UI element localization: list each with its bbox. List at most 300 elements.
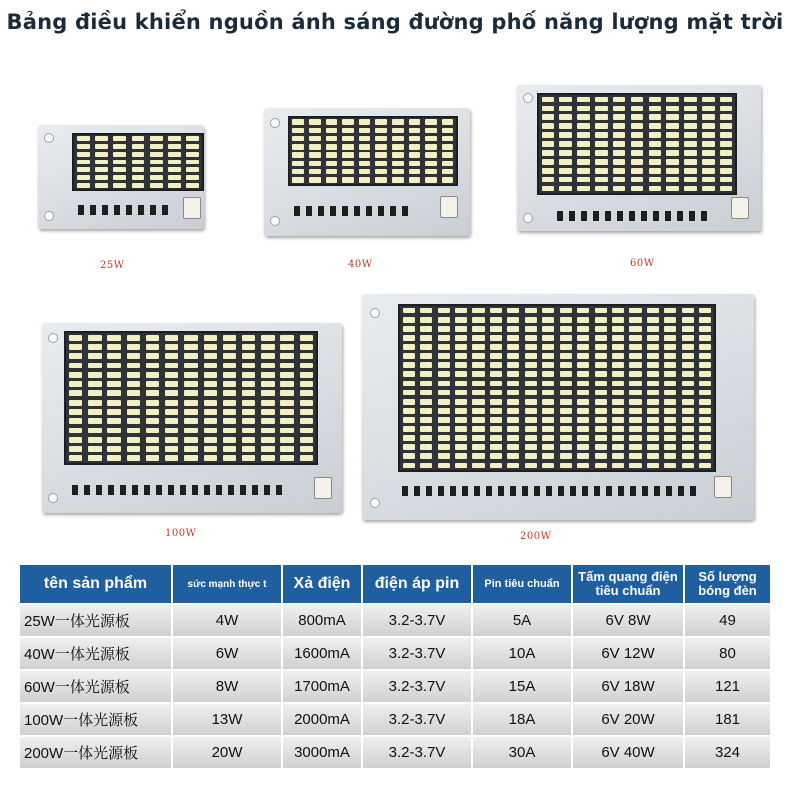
led-chip [699,435,711,441]
led-chip [472,399,484,405]
led-chip [629,344,641,350]
led-chip [595,408,607,414]
led-chip [612,444,624,450]
table-header-row [20,565,770,604]
led-chip [165,381,178,387]
led-chip [95,175,108,180]
product-name-cell: 200W一体光源板 [20,736,172,768]
led-chip [420,344,432,350]
led-chip [649,186,661,192]
led-chip [168,167,181,172]
led-chip [507,426,519,432]
led-chip [490,444,502,450]
led-chip [184,344,197,350]
spec-cell: 2000mA [282,703,362,736]
led-chip [490,371,502,377]
led-chip [280,428,293,434]
led-chip [150,183,163,188]
led-chip [666,114,678,120]
led-chip [455,417,467,423]
led-chip [69,418,82,424]
led-chip [455,344,467,350]
led-chip [280,446,293,452]
led-chip [88,353,101,359]
led-chip [425,136,437,141]
spec-cell: 1700mA [282,670,362,703]
led-chip [420,317,432,323]
led-chip [425,128,437,133]
led-chip [425,177,437,182]
led-chip [595,177,607,183]
led-chip [577,159,589,165]
led-chip [146,335,159,341]
led-chip [442,136,454,141]
led-chip [184,428,197,434]
led-chip [631,150,643,156]
led-chip [647,417,659,423]
led-chip [525,444,537,450]
led-chip [184,446,197,452]
led-chip [507,463,519,469]
led-chip [577,417,589,423]
led-chip [542,390,554,396]
led-chip [69,446,82,452]
led-chip [595,335,607,341]
led-chip [438,308,450,314]
led-chip [612,381,624,387]
led-grid [64,331,318,465]
led-chip [682,362,694,368]
led-chip [292,136,304,141]
led-chip [613,97,625,103]
led-chip [684,168,696,174]
led-chip [613,132,625,138]
connector [731,197,749,219]
led-chip [150,152,163,157]
led-chip [127,446,140,452]
led-chip [165,372,178,378]
led-chip [682,308,694,314]
led-chip [629,353,641,359]
led-chip [375,152,387,157]
led-chip [490,344,502,350]
led-chip [666,150,678,156]
led-chip [455,399,467,405]
led-chip [612,399,624,405]
led-chip [613,186,625,192]
led-chip [666,123,678,129]
led-chip [69,335,82,341]
led-chip [647,344,659,350]
led-chip [525,362,537,368]
led-chip [359,169,371,174]
led-chip [455,444,467,450]
led-chip [438,326,450,332]
led-chip [168,175,181,180]
led-chip [647,453,659,459]
led-chip [95,144,108,149]
led-chip [612,326,624,332]
led-board-100w [42,323,342,513]
led-chip [612,426,624,432]
led-chip [664,444,676,450]
led-chip [359,161,371,166]
led-board-25w [38,125,204,229]
led-chip [242,381,255,387]
led-chip [107,428,120,434]
led-chip [631,106,643,112]
led-grid [288,116,458,186]
led-chip [490,353,502,359]
led-chip [280,409,293,415]
led-chip [184,353,197,359]
led-chip [204,353,217,359]
spec-cell: 49 [684,604,770,637]
panel-label-60w: 60W [630,258,655,269]
led-chip [595,426,607,432]
led-chip [472,390,484,396]
led-chip [699,426,711,432]
led-chip [699,335,711,341]
led-chip [577,308,589,314]
led-chip [613,159,625,165]
led-chip [560,453,572,459]
led-chip [107,409,120,415]
led-chip [107,381,120,387]
led-chip [560,435,572,441]
led-chip [702,123,714,129]
led-chip [420,417,432,423]
led-chip [560,308,572,314]
led-chip [88,418,101,424]
led-chip [309,144,321,149]
led-chip [342,177,354,182]
led-chip [559,186,571,192]
led-chip [88,344,101,350]
led-chip [649,106,661,112]
led-chip [204,455,217,461]
led-chip [472,344,484,350]
led-chip [490,335,502,341]
led-chip [559,168,571,174]
mount-hole [523,213,533,223]
led-chip [612,335,624,341]
led-chip [403,408,415,414]
led-chip [490,381,502,387]
led-chip [577,114,589,120]
led-chip [186,167,199,172]
led-chip [613,141,625,147]
led-chip [455,371,467,377]
led-chip [204,446,217,452]
led-chip [472,381,484,387]
led-chip [649,114,661,120]
led-chip [95,136,108,141]
led-chip [204,409,217,415]
led-chip [682,453,694,459]
spec-cell: 324 [684,736,770,768]
led-chip [542,159,554,165]
led-chip [664,317,676,323]
led-chip [577,381,589,387]
table-row [20,736,770,768]
led-chip [613,168,625,174]
led-chip [242,390,255,396]
led-chip [542,150,554,156]
led-chip [403,353,415,359]
led-chip [542,399,554,405]
led-chip [613,123,625,129]
mount-hole [270,216,280,226]
led-chip [612,353,624,359]
led-chip [664,344,676,350]
led-chip [403,426,415,432]
led-chip [392,177,404,182]
led-chip [442,169,454,174]
led-chip [577,344,589,350]
led-chip [438,381,450,387]
led-chip [69,428,82,434]
led-chip [647,390,659,396]
led-chip [542,317,554,323]
led-chip [242,372,255,378]
led-chip [699,362,711,368]
led-board-40w [264,108,470,236]
led-chip [647,317,659,323]
led-chip [560,344,572,350]
led-chip [438,371,450,377]
led-chip [438,435,450,441]
led-chip [490,408,502,414]
led-chip [150,160,163,165]
led-chip [186,152,199,157]
led-chip [359,144,371,149]
led-chip [132,175,145,180]
led-chip [107,455,120,461]
led-chip [472,444,484,450]
led-chip [309,136,321,141]
led-chip [69,409,82,415]
led-chip [146,363,159,369]
led-chip [629,371,641,377]
led-chip [88,455,101,461]
led-chip [542,444,554,450]
led-chip [204,437,217,443]
led-chip [442,177,454,182]
led-grid [72,133,204,191]
led-chip [720,123,732,129]
led-chip [684,141,696,147]
led-chip [595,123,607,129]
led-chip [223,335,236,341]
led-chip [204,335,217,341]
led-chip [699,308,711,314]
led-chip [577,186,589,192]
led-chip [664,335,676,341]
led-chip [629,326,641,332]
led-chip [699,381,711,387]
led-chip [612,435,624,441]
led-chip [542,141,554,147]
led-chip [420,408,432,414]
led-chip [455,463,467,469]
led-chip [666,97,678,103]
led-chip [664,371,676,377]
led-chip [204,363,217,369]
led-chip [720,159,732,165]
led-chip [438,390,450,396]
led-chip [280,381,293,387]
led-chip [664,362,676,368]
led-chip [682,335,694,341]
led-chip [146,381,159,387]
product-name-cell: 100W一体光源板 [20,703,172,736]
led-chip [261,353,274,359]
led-chip [342,144,354,149]
led-chip [438,426,450,432]
led-chip [631,114,643,120]
led-chip [409,128,421,133]
led-chip [150,136,163,141]
led-chip [392,144,404,149]
led-chip [326,128,338,133]
led-chip [490,399,502,405]
led-board-200w [362,294,754,520]
spec-cell: 3.2-3.7V [362,670,472,703]
led-chip [300,409,313,415]
panel-label-40w: 40W [348,259,373,270]
header-battery-voltage: điện áp pin [362,565,472,604]
led-chip [577,463,589,469]
led-chip [664,417,676,423]
led-chip [223,446,236,452]
led-chip [720,177,732,183]
led-chip [542,97,554,103]
led-chip [165,428,178,434]
led-chip [342,152,354,157]
led-chip [542,114,554,120]
led-chip [77,152,90,157]
led-chip [127,353,140,359]
led-chip [88,335,101,341]
led-chip [184,437,197,443]
led-chip [682,435,694,441]
led-chip [560,399,572,405]
led-chip [647,335,659,341]
spec-cell: 121 [684,670,770,703]
led-chip [127,344,140,350]
led-chip [682,317,694,323]
led-chip [165,446,178,452]
spec-cell: 5A [472,604,572,637]
led-chip [146,400,159,406]
led-chip [77,136,90,141]
led-chip [664,426,676,432]
spec-cell: 80 [684,637,770,670]
components [557,211,707,221]
led-chip [595,106,607,112]
led-chip [184,372,197,378]
led-chip [326,144,338,149]
led-chip [595,453,607,459]
led-chip [666,159,678,165]
led-chip [490,426,502,432]
panel-label-25w: 25W [100,260,125,271]
led-chip [420,444,432,450]
led-chip [647,435,659,441]
led-chip [132,152,145,157]
led-chip [204,390,217,396]
led-chip [472,463,484,469]
led-chip [375,144,387,149]
led-chip [525,399,537,405]
led-chip [438,362,450,368]
led-chip [699,399,711,405]
led-chip [647,463,659,469]
led-chip [682,408,694,414]
led-chip [107,372,120,378]
led-chip [507,399,519,405]
led-chip [300,428,313,434]
led-chip [403,362,415,368]
led-chip [223,418,236,424]
connector [440,196,458,218]
led-chip [647,381,659,387]
led-chip [165,363,178,369]
led-chip [242,455,255,461]
led-chip [242,363,255,369]
led-chip [150,167,163,172]
led-chip [612,308,624,314]
led-chip [88,372,101,378]
led-chip [300,446,313,452]
led-chip [472,362,484,368]
led-chip [165,437,178,443]
spec-cell: 1600mA [282,637,362,670]
led-chip [438,335,450,341]
led-chip [577,326,589,332]
led-chip [146,446,159,452]
led-chip [595,353,607,359]
led-chip [403,344,415,350]
led-chip [146,409,159,415]
led-chip [88,437,101,443]
led-chip [666,106,678,112]
spec-cell: 3000mA [282,736,362,768]
led-chip [629,435,641,441]
led-chip [280,390,293,396]
led-chip [629,426,641,432]
led-chip [702,141,714,147]
led-grid [398,304,716,472]
led-chip [507,371,519,377]
led-chip [472,335,484,341]
led-chip [438,344,450,350]
led-chip [88,400,101,406]
led-chip [223,381,236,387]
led-chip [403,317,415,323]
led-chip [559,114,571,120]
led-chip [261,372,274,378]
led-chip [490,317,502,323]
led-chip [631,141,643,147]
led-chip [77,160,90,165]
led-chip [127,381,140,387]
led-chip [613,106,625,112]
led-chip [455,353,467,359]
led-chip [577,399,589,405]
led-chip [146,455,159,461]
